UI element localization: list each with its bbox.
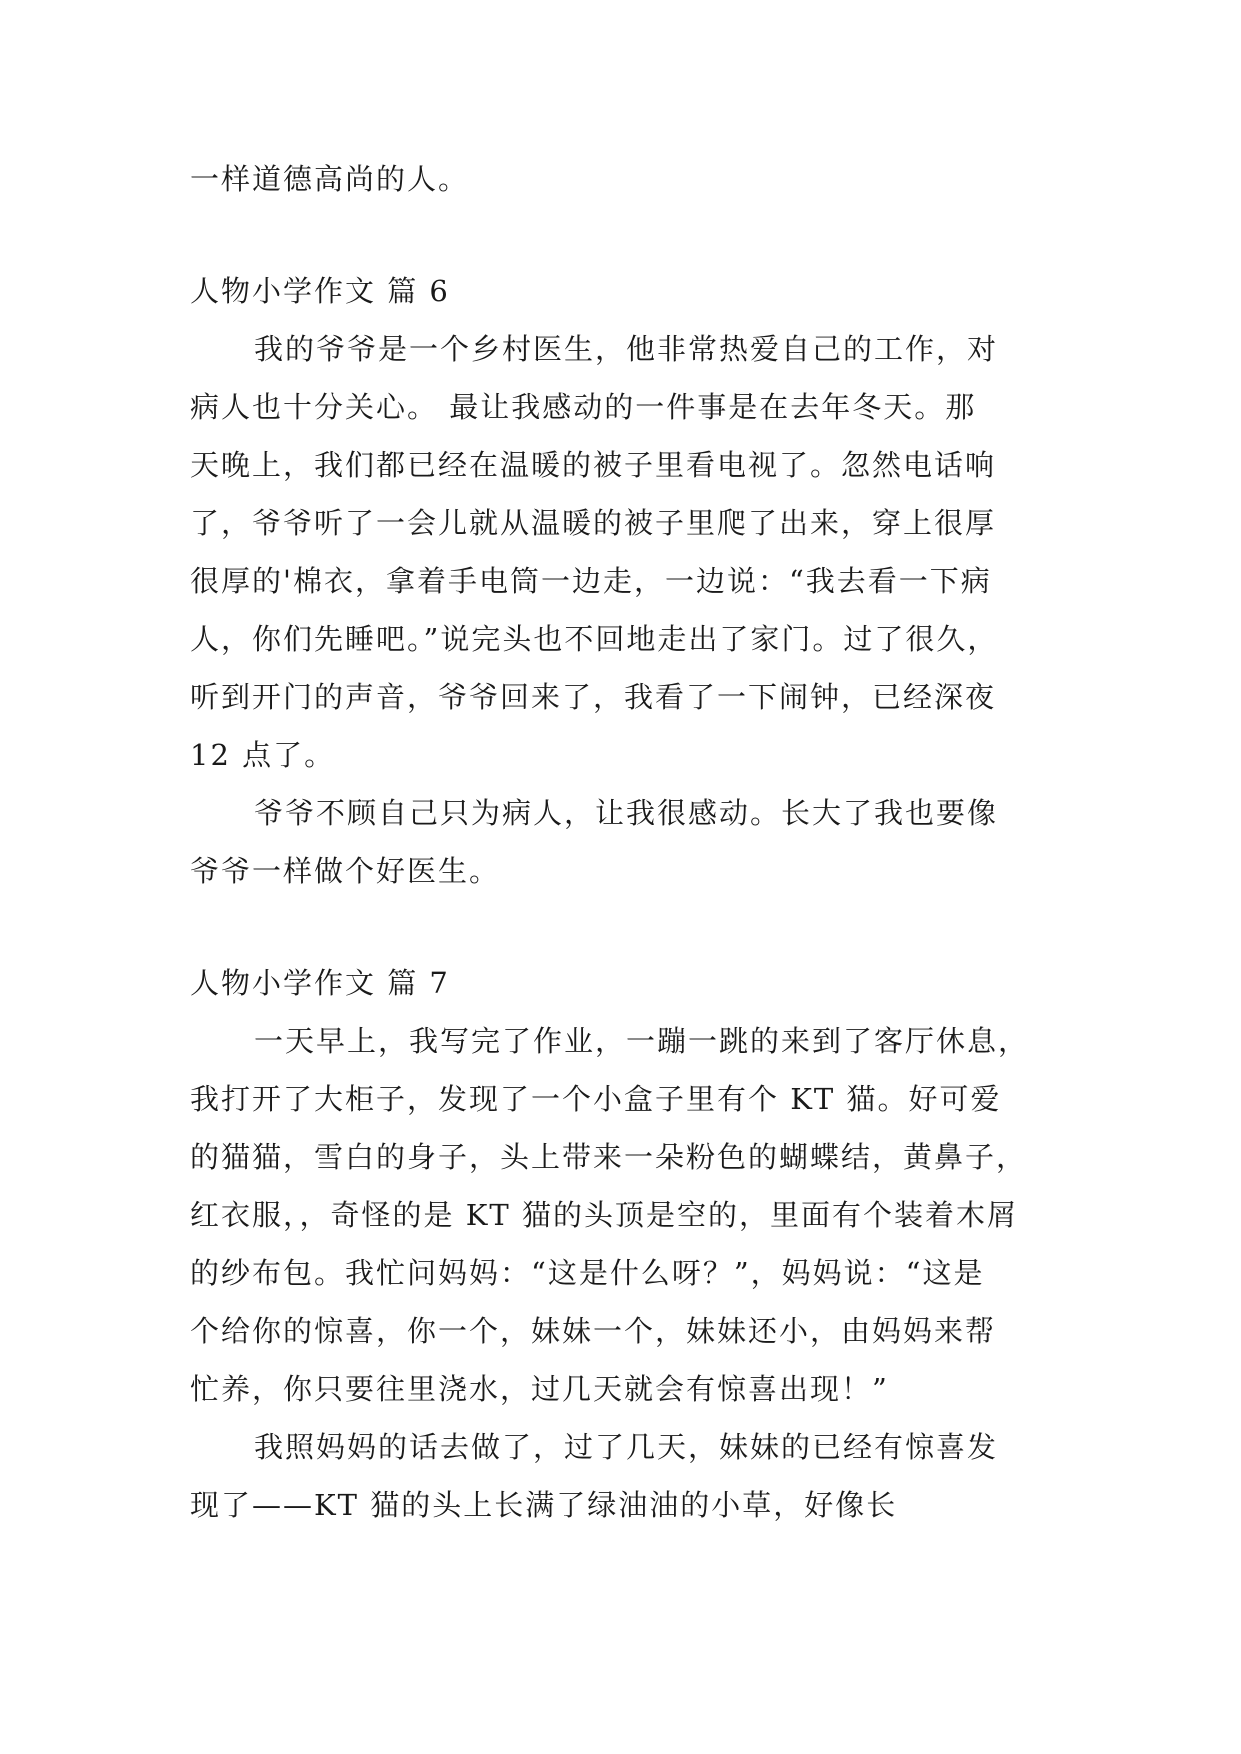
paragraph-line: 了，爷爷听了一会儿就从温暖的被子里爬了出来，穿上很厚	[190, 506, 997, 540]
paragraph-line: 人，你们先睡吧。”说完头也不回地走出了家门。过了很久，	[190, 622, 999, 656]
paragraph-line: 12 点了。	[190, 738, 336, 772]
paragraph-line: 听到开门的声音，爷爷回来了，我看了一下闹钟，已经深夜	[190, 680, 997, 714]
paragraph-line: 我的爷爷是一个乡村医生，他非常热爱自己的工作，对	[254, 332, 999, 366]
paragraph-line: 一样道德高尚的人。	[190, 162, 470, 196]
paragraph-line: 忙养，你只要往里浇水，过几天就会有惊喜出现！”	[190, 1372, 889, 1406]
paragraph-line: 天晚上，我们都已经在温暖的被子里看电视了。忽然电话响	[190, 448, 997, 482]
section-heading: 人物小学作文 篇 6	[190, 274, 450, 308]
paragraph-line: 个给你的惊喜，你一个，妹妹一个，妹妹还小，由妈妈来帮	[190, 1314, 997, 1348]
section-6	[190, 262, 1070, 900]
paragraph-line: 现了——KT 猫的头上长满了绿油油的小草，好像长	[190, 1488, 898, 1522]
paragraph-line: 很厚的'棉衣，拿着手电筒一边走，一边说：“我去看一下病	[190, 564, 992, 598]
paragraph-line: 爷爷一样做个好医生。	[190, 854, 501, 888]
section-7	[190, 954, 1070, 1534]
paragraph-line: 红衣服，，奇怪的是 KT 猫的头顶是空的，里面有个装着木屑	[190, 1198, 1018, 1232]
section-heading: 人物小学作文 篇 7	[190, 966, 450, 1000]
paragraph-line: 病人也十分关心。 最让我感动的一件事是在去年冬天。那	[190, 390, 977, 424]
paragraph	[190, 1418, 1070, 1534]
paragraph-line: 我打开了大柜子，发现了一个小盒子里有个 KT 猫。好可爱	[190, 1082, 1002, 1116]
paragraph-line: 爷爷不顾自己只为病人，让我很感动。长大了我也要像	[254, 796, 999, 830]
paragraph	[190, 1012, 1070, 1418]
paragraph	[190, 784, 1070, 900]
paragraph-line: 的猫猫，雪白的身子，头上带来一朵粉色的蝴蝶结，黄鼻子，	[190, 1140, 1028, 1174]
paragraph-line: 的纱布包。我忙问妈妈：“这是什么呀？”，妈妈说：“这是	[190, 1256, 985, 1290]
document-page	[190, 150, 1070, 1534]
paragraph-line: 一天早上，我写完了作业，一蹦一跳的来到了客厅休息，	[254, 1024, 1030, 1058]
paragraph	[190, 320, 1070, 784]
paragraph-line: 我照妈妈的话去做了，过了几天，妹妹的已经有惊喜发	[254, 1430, 999, 1464]
